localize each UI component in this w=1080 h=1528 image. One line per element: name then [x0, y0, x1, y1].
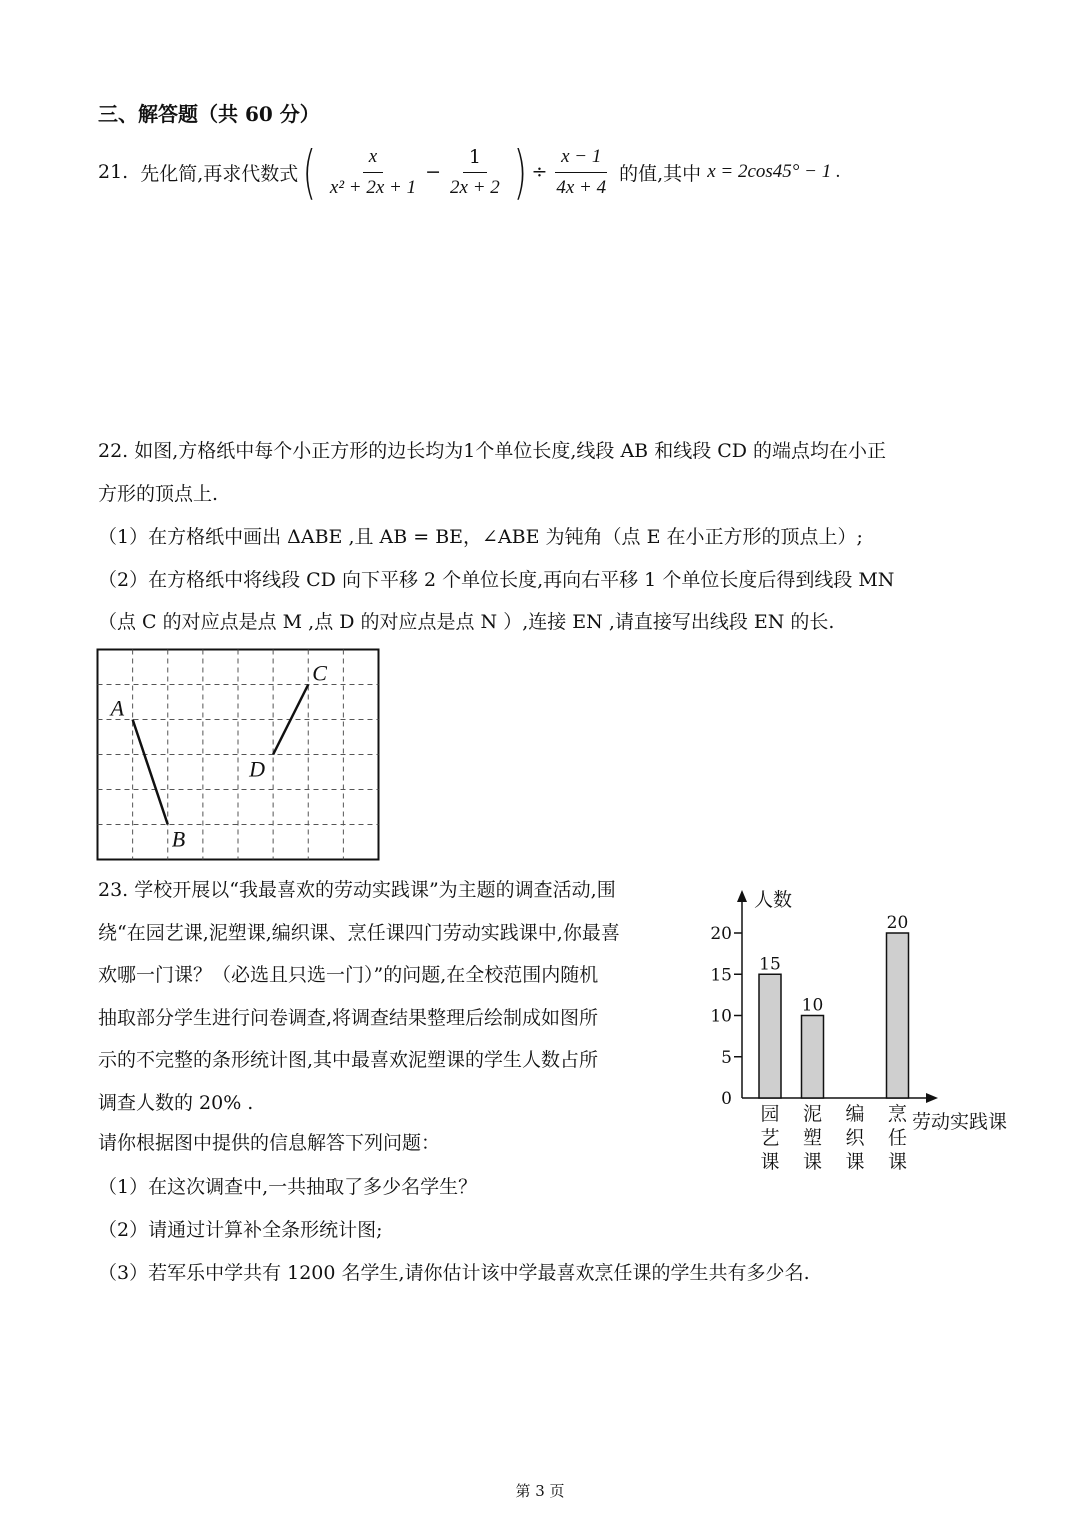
q22-part-2-line-1: （2）在方格纸中将线段 CD 向下平移 2 个单位长度,再向右平移 1 个单位长度后得到线段 MN — [98, 569, 895, 591]
q21-number: 21. — [98, 161, 129, 183]
q23-part-1: （1）在这次调查中,一共抽取了多少名学生？ — [98, 1176, 478, 1198]
x-axis-arrow — [926, 1093, 938, 1103]
bar-data-label: 10 — [801, 995, 824, 1016]
bar-0 — [759, 974, 781, 1098]
q23-line: 欢哪一门课？（必选且只选一门）”的问题,在全校范围内随机 — [98, 964, 599, 986]
category-label-char: 课 — [760, 1151, 780, 1173]
category-label-char: 泥 — [802, 1103, 823, 1125]
category-label-char: 织 — [845, 1127, 865, 1149]
q21-divide: ÷ — [531, 161, 548, 183]
q21-prefix: 先化简,再求代数式 — [140, 162, 299, 185]
q21-fraction-3 — [550, 145, 612, 200]
category-label-char: 烹 — [887, 1103, 908, 1125]
q21-frac3-num: x − 1 — [555, 145, 607, 173]
bar-data-label: 20 — [886, 913, 909, 933]
y-tick-label: 10 — [710, 1006, 732, 1027]
q22-line-2: 方形的顶点上. — [98, 483, 219, 505]
q21-suffix: 的值,其中 — [619, 162, 702, 185]
y-tick-label: 15 — [710, 965, 732, 986]
point-label-d: D — [249, 756, 266, 782]
right-paren-glyph: ) — [513, 138, 527, 206]
category-label-char: 课 — [802, 1151, 823, 1173]
q23-line: 绕“在园艺课,泥塑课,编织课、烹任课四门劳动实践课中,你最喜 — [98, 921, 620, 944]
category-label-char: 课 — [887, 1151, 908, 1173]
y-axis-label: 人数 — [754, 889, 793, 911]
q23-line: 示的不完整的条形统计图,其中最喜欢泥塑课的学生人数占所 — [98, 1049, 599, 1071]
bar-data-label: 15 — [759, 954, 781, 975]
page-number: 第 3 页 — [515, 1482, 565, 1500]
category-label-char: 园 — [760, 1103, 780, 1125]
question-21 — [98, 138, 841, 206]
q23-prompt: 请你根据图中提供的信息解答下列问题： — [98, 1132, 441, 1154]
q21-frac2-num: 1 — [463, 145, 487, 173]
q22-part-1: （1）在方格纸中画出 ΔABE ,且 AB = BE，∠ABE 为钝角（点 E 在小正方形的顶点上）; — [98, 526, 863, 548]
chart-bars — [759, 933, 909, 1098]
section-title: 三、解答题（共 60 分） — [98, 102, 320, 126]
left-paren-glyph: ( — [302, 138, 317, 206]
q21-frac2-den: 2x + 2 — [450, 176, 500, 198]
q22-line-1: 22. 如图,方格纸中每个小正方形的边长均为1个单位长度,线段 AB 和线段 CD 的端点均在小正 — [98, 440, 887, 462]
q21-fraction-2 — [444, 145, 506, 200]
q21-frac1-den: x² + 2x + 1 — [329, 176, 417, 198]
q22-part-2-line-2: （点 C 的对应点是点 M ,点 D 的对应点是点 N ）,连接 EN ,请直接写出线段 EN 的长. — [98, 611, 835, 633]
q23-line: 抽取部分学生进行问卷调查,将调查结果整理后绘制成如图所 — [98, 1006, 599, 1029]
category-label-char: 课 — [845, 1151, 865, 1173]
bar-3 — [887, 933, 909, 1098]
q23-line: 23. 学校开展以“我最喜欢的劳动实践课”为主题的调查活动,围 — [98, 879, 616, 901]
q23-line: 调查人数的 20% . — [98, 1091, 254, 1114]
q21-fraction-1 — [324, 145, 422, 200]
category-label-char: 编 — [845, 1103, 865, 1125]
grid-figure — [96, 648, 382, 862]
chart-labels — [710, 889, 1007, 1173]
q21-frac1-num: x — [363, 145, 383, 173]
y-tick-label: 0 — [721, 1089, 732, 1109]
point-label-a: A — [110, 695, 125, 721]
y-tick-label: 5 — [721, 1047, 732, 1068]
x-axis-label: 劳动实践课 — [912, 1111, 1008, 1133]
bar-chart — [700, 880, 1030, 1180]
y-axis-arrow — [737, 890, 747, 902]
q23-part-3: （3）若军乐中学共有 1200 名学生,请你估计该中学最喜欢烹任课的学生共有多少名. — [98, 1262, 810, 1284]
category-label-char: 任 — [887, 1127, 908, 1149]
y-tick-label: 20 — [710, 924, 732, 944]
point-label-b: B — [171, 826, 186, 852]
category-label-char: 塑 — [802, 1127, 823, 1149]
bar-1 — [802, 1016, 824, 1099]
q21-condition: x = 2cos45° − 1 . — [707, 161, 841, 182]
q23-part-2: （2）请通过计算补全条形统计图; — [98, 1219, 383, 1241]
category-label-char: 艺 — [760, 1127, 780, 1149]
point-label-c: C — [312, 660, 327, 686]
q21-minus: − — [425, 161, 442, 183]
q21-frac3-den: 4x + 4 — [556, 176, 607, 198]
